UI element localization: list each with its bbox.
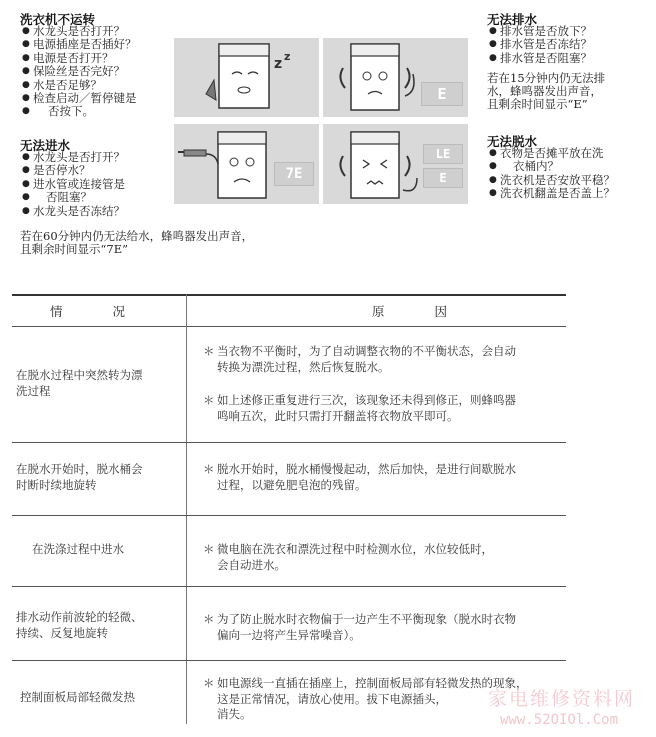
list-item: ● 洗衣机翻盖是否盖上？ <box>489 187 649 200</box>
not-running-list <box>22 25 172 119</box>
row5-reason-line2: 这是正常情况，请放心使用。拔下电源插头， <box>217 691 447 706</box>
list-item: ● 是否停水？ <box>22 164 172 177</box>
row1-reason2-line1: 如上述修正重复进行三次，该现象还未得到修正，则蜂鸣器 <box>217 393 516 407</box>
row5-reason-line1: 如电源线一直插在插座上，控制面板局部有轻微发热的现象， <box>217 676 528 690</box>
table-top-border <box>12 294 566 296</box>
list-item: ● 电源插座是否插好？ <box>22 38 172 51</box>
row3-reason-line2: 会自动进水。 <box>217 557 286 572</box>
row1-reason2 <box>203 393 516 424</box>
list-item: ● 水龙头是否打开？ <box>22 151 172 164</box>
list-item: ● 洗衣机是否安放平稳？ <box>489 174 649 187</box>
row4-reason-line1: 为了防止脱水时衣物偏于一边产生不平衡现象（脱水时衣物 <box>217 612 516 626</box>
bullet-star: ＊ <box>203 542 215 556</box>
section-title-no-drain: 无法排水 <box>487 12 538 27</box>
list-item: ● 进水管或连接管是 <box>22 178 172 191</box>
list-item: ● 排水管是否放下？ <box>489 25 639 38</box>
list-item: ● 衣物是否摊平放在洗 <box>489 147 649 160</box>
row4-reason-line2: 偏向一边将产生异常噪音）。 <box>217 627 361 642</box>
fill-error-display: 7E <box>274 162 314 186</box>
bullet-star: ＊ <box>203 676 215 690</box>
no-water-in-list <box>22 151 172 218</box>
row5-reason <box>203 676 528 723</box>
row1-reason1 <box>203 344 516 375</box>
no-water-note-line1: 若在60分钟内仍无法给水，蜂鸣器发出声音， <box>20 229 254 243</box>
no-drain-note-line1: 若在15分钟内仍无法排 <box>487 71 606 85</box>
no-drain-note-line3: 且剩余时间显示“E” <box>487 97 588 111</box>
section-title-no-water-in: 无法进水 <box>20 138 71 153</box>
no-drain-list <box>489 25 639 65</box>
row2-situation-line2: 时断时续地旋转 <box>16 478 97 492</box>
spin-error-display-b: E <box>423 168 463 188</box>
list-item: ● 否阻塞？ <box>22 191 172 204</box>
no-water-note-line2: 且剩余时间显示“7E” <box>20 242 128 256</box>
no-spin-list <box>489 147 649 201</box>
bullet-star: ＊ <box>203 612 215 626</box>
row2-situation-line1: 在脱水开始时，脱水桶会 <box>16 462 143 476</box>
no-drain-note-line2: 水，蜂鸣器发出声音， <box>487 84 602 98</box>
row3-reason <box>203 542 493 573</box>
row3-situation-line1: 在洗涤过程中进水 <box>32 542 124 556</box>
list-item: ● 检查启动／暂停键是 <box>22 92 172 105</box>
list-item: ● 衣桶内？ <box>489 160 649 173</box>
bullet-star: ＊ <box>203 393 215 407</box>
list-item: ● 保险丝是否完好？ <box>22 65 172 78</box>
row4-reason <box>203 612 516 643</box>
watermark-url: www.52OIOl.Com <box>500 712 619 728</box>
row2-reason-line1: 脱水开始时，脱水桶慢慢起动，然后加快，是进行间歇脱水 <box>217 462 516 476</box>
bullet-star: ＊ <box>203 344 215 358</box>
row1-situation-line2: 洗过程 <box>16 384 51 398</box>
bullet-star: ＊ <box>203 462 215 476</box>
header-reason: 原 因 <box>372 304 448 319</box>
list-item: ● 排水管是否阻塞？ <box>489 52 639 65</box>
table-row-divider <box>12 515 566 516</box>
row5-situation-line1: 控制面板局部轻微发热 <box>20 690 135 704</box>
watermark-text: 家电维修资料网 <box>488 688 636 710</box>
table-row-divider <box>12 442 566 443</box>
row5-reason-line3: 消失。 <box>217 707 252 721</box>
illustration-no-water-in <box>174 124 319 204</box>
table-row-divider <box>12 586 566 587</box>
table-header-divider <box>12 326 566 327</box>
spin-error-display-a: LE <box>423 144 463 164</box>
list-item: ● 水是否足够？ <box>22 79 172 92</box>
list-item: ● 否按下。 <box>22 105 172 118</box>
row1-reason2-line2: 鸣响五次，此时只需打开翻盖将衣物放平即可。 <box>217 408 459 423</box>
list-item: ● 水龙头是否打开？ <box>22 25 172 38</box>
row4-situation-line2: 持续、反复地旋转 <box>16 626 108 640</box>
row2-reason-line2: 过程，以避免肥皂泡的残留。 <box>217 477 367 492</box>
list-item: ● 电源是否打开？ <box>22 52 172 65</box>
section-title-no-spin: 无法脱水 <box>487 134 538 149</box>
illustration-not-running <box>174 38 319 117</box>
header-situation: 情 况 <box>50 304 126 319</box>
row1-reason1-line2: 转换为漂洗过程，然后恢复脱水。 <box>217 359 390 374</box>
illustration-no-spin <box>323 124 468 204</box>
drain-error-display: E <box>421 82 463 106</box>
row4-situation-line1: 排水动作前波轮的轻微、 <box>16 610 143 624</box>
svg-text:z: z <box>274 56 283 72</box>
illustration-no-drain <box>323 38 468 117</box>
sleeping-washer-icon <box>174 38 319 117</box>
list-item: ● 水龙头是否冻结？ <box>22 205 172 218</box>
shaking-washer-icon <box>323 124 468 204</box>
section-title-not-running: 洗衣机不运转 <box>20 12 96 27</box>
list-item: ● 排水管是否冻结？ <box>489 38 639 51</box>
row1-reason1-line1: 当衣物不平衡时，为了自动调整衣物的不平衡状态，会自动 <box>217 344 516 358</box>
table-row-divider <box>12 660 566 661</box>
row3-reason-line1: 微电脑在洗衣和漂洗过程中时检测水位，水位较低时， <box>217 542 493 556</box>
svg-text:z: z <box>284 50 291 63</box>
row2-reason <box>203 462 516 493</box>
row1-situation-line1: 在脱水过程中突然转为漂 <box>16 368 143 382</box>
